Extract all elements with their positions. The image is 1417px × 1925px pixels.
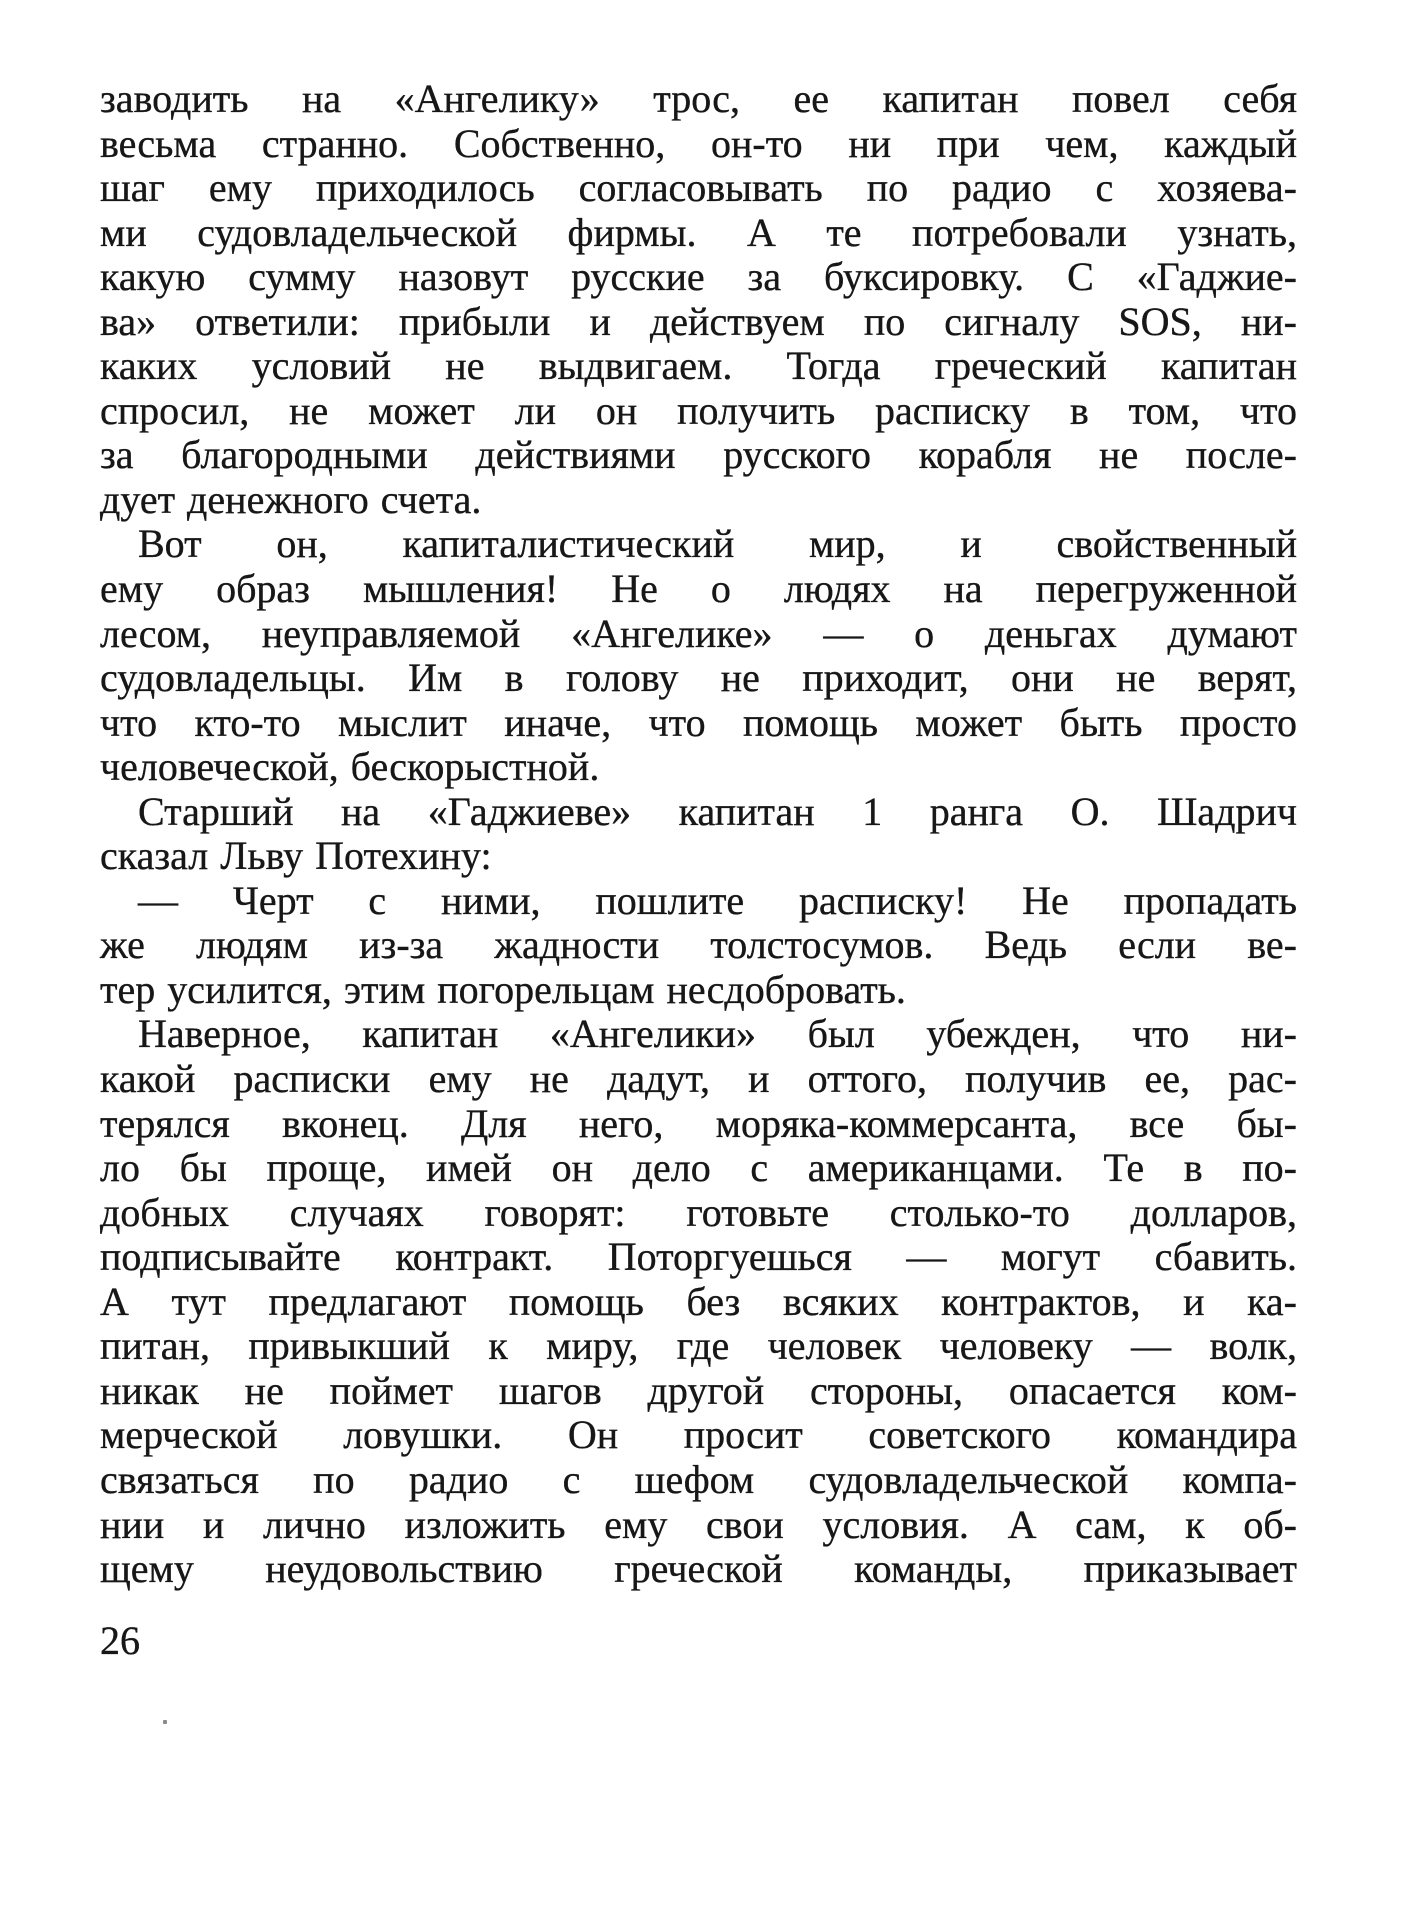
text-line: нии и лично изложить ему свои условия. А сам, к об- bbox=[100, 1501, 1297, 1547]
text-line: мерческой ловушки. Он просит советского командира bbox=[100, 1412, 1297, 1458]
text-line: Старший на «Гаджиеве» капитан 1 ранга О. Шадрич bbox=[138, 788, 1297, 834]
text-line: терялся вконец. Для него, моряка-коммерсанта, все бы- bbox=[100, 1100, 1297, 1146]
text-line: судовладельцы. Им в голову не приходит, они не верят, bbox=[100, 655, 1297, 701]
text-line: ему образ мышления! Не о людях на перегруженной bbox=[100, 566, 1297, 612]
text-line: А тут предлагают помощь без всяких контрактов, и ка- bbox=[100, 1278, 1297, 1324]
text-line: дует денежного счета. bbox=[100, 476, 482, 522]
text-line: каких условий не выдвигаем. Тогда греческий капитан bbox=[100, 343, 1297, 389]
text-line: Вот он, капиталистический мир, и свойственный bbox=[138, 521, 1297, 567]
text-line: тер усилится, этим погорельцам несдобровать. bbox=[100, 966, 906, 1012]
text-line: Наверное, капитан «Ангелики» был убежден, что ни- bbox=[138, 1011, 1297, 1057]
page-number: 26 bbox=[100, 1618, 140, 1663]
text-line: спросил, не может ли он получить расписку в том, что bbox=[100, 387, 1297, 433]
body-text bbox=[100, 77, 1297, 1592]
text-line: сказал Льву Потехину: bbox=[100, 833, 492, 879]
text-line: заводить на «Ангелику» трос, ее капитан повел себя bbox=[100, 76, 1297, 121]
text-line: связаться по радио с шефом судовладельческой компа- bbox=[100, 1456, 1297, 1502]
text-line: шаг ему приходилось согласовывать по радио с хозяева- bbox=[100, 165, 1297, 211]
text-line: же людям из-за жадности толстосумов. Ведь если ве- bbox=[100, 922, 1297, 968]
text-line: подписывайте контракт. Поторгуешься — могут сбавить. bbox=[100, 1234, 1297, 1280]
text-line: весьма странно. Собственно, он-то ни при чем, каждый bbox=[100, 120, 1297, 166]
text-line: лесом, неуправляемой «Ангелике» — о деньгах думают bbox=[100, 610, 1297, 656]
text-line: никак не поймет шагов другой стороны, опасается ком- bbox=[100, 1367, 1297, 1413]
text-line: щему неудовольствию греческой команды, приказывает bbox=[100, 1546, 1297, 1592]
text-line: что кто-то мыслит иначе, что помощь может быть просто bbox=[100, 699, 1297, 745]
text-line: за благородными действиями русского корабля не после- bbox=[100, 432, 1297, 478]
text-line: ло бы проще, имей он дело с американцами. Те в по- bbox=[100, 1145, 1297, 1191]
scan-speck-artifact bbox=[163, 1720, 167, 1724]
text-line: какую сумму назовут русские за буксировку. С «Гаджие- bbox=[100, 254, 1297, 300]
text-line: человеческой, бескорыстной. bbox=[100, 744, 600, 790]
text-line: какой расписки ему не дадут, и оттого, получив ее, рас- bbox=[100, 1056, 1297, 1102]
text-line: ва» ответили: прибыли и действуем по сигналу SOS, ни- bbox=[100, 298, 1297, 344]
text-line: ми судовладельческой фирмы. А те потребовали узнать, bbox=[100, 209, 1297, 255]
text-line: — Черт с ними, пошлите расписку! Не пропадать bbox=[138, 877, 1297, 923]
text-line: добных случаях говорят: готовьте столько-то долларов, bbox=[100, 1189, 1297, 1235]
text-line: питан, привыкший к миру, где человек человеку — волк, bbox=[100, 1323, 1297, 1369]
